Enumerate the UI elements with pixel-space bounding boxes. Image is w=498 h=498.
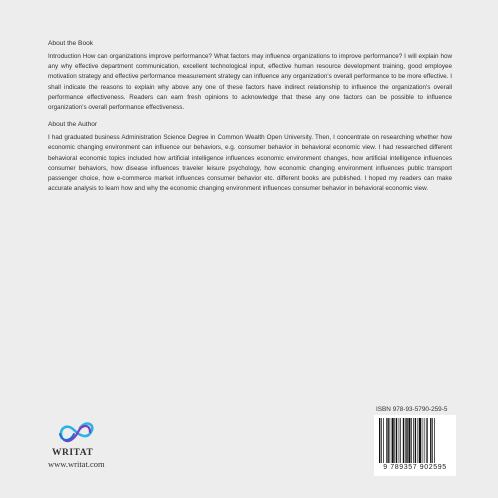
publisher-name: WRITAT bbox=[52, 448, 94, 458]
about-author-heading: About the Author bbox=[48, 121, 98, 129]
barcode-bars bbox=[378, 418, 452, 463]
publisher-url: www.writat.com bbox=[48, 459, 105, 469]
about-book-text: Introduction How can organizations improve performance? What factors may influence organizations to improve performance? I will explain how any why effective department communication, excellent technological input, effective human resource development training, good employee motivation strategy and effective performance measurement strategy can influence any organization's overall performance to be more effective. I shall indicate the reasons to explain why above any one of these factors have indirect relationship to influence the organization's overall performance effectiveness. Readers can earn fresh opinions to acknowledge that these any one factors can be possible to influence organization's overall performance effectiveness. bbox=[48, 53, 452, 112]
about-book-heading: About the Book bbox=[48, 40, 94, 47]
back-cover-text bbox=[48, 40, 452, 202]
about-author-text: I had graduated business Administration Science Degree in Common Wealth Open University. Then, I concentrate on researching whether how economic changing environment can influence our behaviors, e.g. consumer behavior in behavioral economic view. I had researched different behavioral economic topics included how artificial intelligence influences economic environment changes, how artificial intelligence influences consumer behaviors, how disease influences traveler leisure psychology, how economic changing environment influences public transport passenger choice, how e-commerce market influences consumer behavior etc. different books are published. I hoped my readers can make accurate analysis to learn how and why the economic changing environment influences consumer behavior in behavioral economic view. bbox=[48, 134, 452, 193]
isbn-label: ISBN 978-93-5790-259-5 bbox=[376, 406, 448, 413]
infinity-ribbon-logo-icon bbox=[56, 418, 96, 446]
isbn-barcode bbox=[374, 415, 456, 476]
barcode-digits: 9 789357 902595 bbox=[383, 464, 447, 471]
